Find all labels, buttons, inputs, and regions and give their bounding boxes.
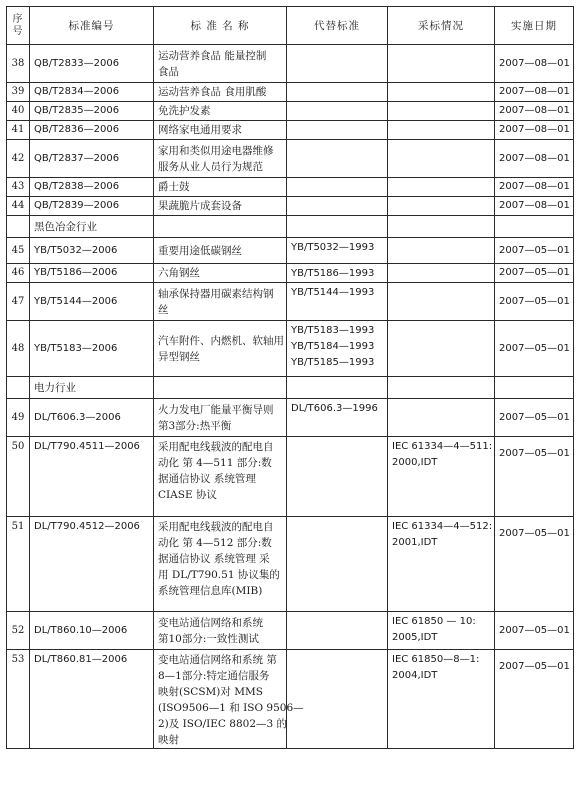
name-line: 汽车附件、内燃机、软轴用 — [158, 334, 284, 347]
date-cell: 2007—05—01 — [495, 650, 574, 749]
seq-cell: 41 — [7, 121, 30, 140]
header-date: 实施日期 — [495, 7, 574, 45]
table-row — [7, 321, 574, 377]
name-line: 采用配电线载波的配电自 — [158, 441, 274, 453]
replaces-cell — [287, 517, 388, 612]
seq-cell: 52 — [7, 612, 30, 650]
name-line: 8—1部分:特定通信服务 — [158, 670, 270, 682]
date-cell: 2007—05—01 — [495, 517, 574, 612]
name-line: 果蔬脆片成套设备 — [158, 200, 242, 212]
date-cell: 2007—08—01 — [495, 178, 574, 197]
code-cell: YB/T5186—2006 — [30, 264, 154, 283]
replaces-cell — [287, 216, 388, 238]
table-row — [7, 650, 574, 749]
code-cell: YB/T5032—2006 — [30, 238, 154, 264]
header-adoption: 采标情况 — [388, 7, 495, 45]
section-row — [7, 377, 574, 399]
code-cell: DL/T790.4511—2006 — [30, 437, 154, 517]
seq-cell: 53 — [7, 650, 30, 749]
table-row — [7, 612, 574, 650]
seq-cell: 39 — [7, 83, 30, 102]
date-cell: 2007—05—01 — [495, 437, 574, 517]
adoption-cell — [388, 650, 495, 749]
name-line: CIASE 协议 — [158, 489, 217, 501]
name-line: 用 DL/T790.51 协议集的 — [158, 569, 280, 581]
seq-cell — [7, 377, 30, 399]
header-seq — [7, 7, 30, 45]
replaces-cell — [287, 264, 388, 283]
date-cell: 2007—08—01 — [495, 45, 574, 83]
date-cell: 2007—08—01 — [495, 83, 574, 102]
adoption-cell — [388, 102, 495, 121]
adoption-cell — [388, 216, 495, 238]
replaces-line: YB/T5032—1993 — [291, 242, 375, 253]
date-cell: 2007—05—01 — [495, 238, 574, 264]
replaces-cell — [287, 437, 388, 517]
seq-cell: 48 — [7, 321, 30, 377]
name-line: 异型钢丝 — [158, 350, 200, 363]
name-line: 重要用途低碳钢丝 — [158, 244, 242, 257]
name-line: (ISO9506—1 和 ISO 9506— — [158, 702, 304, 714]
replaces-cell — [287, 612, 388, 650]
code-cell: DL/T790.4512—2006 — [30, 517, 154, 612]
replaces-cell — [287, 45, 388, 83]
name-line: 网络家电通用要求 — [158, 124, 242, 136]
name-cell — [154, 612, 287, 650]
code-cell: YB/T5144—2006 — [30, 283, 154, 321]
seq-cell: 42 — [7, 140, 30, 178]
replaces-cell — [287, 102, 388, 121]
adoption-line: 2001,IDT — [392, 537, 438, 548]
adoption-cell — [388, 140, 495, 178]
replaces-cell — [287, 377, 388, 399]
table-row — [7, 83, 574, 102]
name-cell — [154, 178, 287, 197]
adoption-cell — [388, 377, 495, 399]
code-cell: QB/T2834—2006 — [30, 83, 154, 102]
adoption-line: IEC 61334—4—512: — [392, 521, 493, 532]
date-cell: 2007—08—01 — [495, 140, 574, 178]
name-cell — [154, 283, 287, 321]
adoption-cell — [388, 437, 495, 517]
replaces-cell — [287, 121, 388, 140]
name-cell — [154, 102, 287, 121]
section-title: 黑色冶金行业 — [30, 216, 154, 238]
replaces-cell — [287, 321, 388, 377]
adoption-line: 2005,IDT — [392, 632, 438, 643]
name-cell — [154, 216, 287, 238]
header-name: 标 准 名 称 — [154, 7, 287, 45]
name-line: 第3部分:热平衡 — [158, 419, 232, 432]
standards-table — [6, 6, 574, 749]
name-cell — [154, 45, 287, 83]
seq-cell: 49 — [7, 399, 30, 437]
date-cell: 2007—05—01 — [495, 321, 574, 377]
table-row — [7, 102, 574, 121]
name-cell — [154, 197, 287, 216]
date-cell — [495, 216, 574, 238]
name-line: 系统管理信息库(MIB) — [158, 585, 263, 597]
adoption-cell — [388, 321, 495, 377]
header-row — [7, 7, 574, 45]
replaces-cell — [287, 283, 388, 321]
name-line: 轴承保持器用碳素结构钢 — [158, 287, 274, 300]
seq-cell: 46 — [7, 264, 30, 283]
adoption-cell — [388, 612, 495, 650]
replaces-line: YB/T5186—1993 — [291, 268, 375, 279]
seq-cell: 38 — [7, 45, 30, 83]
code-cell: QB/T2833—2006 — [30, 45, 154, 83]
name-cell — [154, 399, 287, 437]
name-cell — [154, 437, 287, 517]
name-line: 变电站通信网络和系统 — [158, 616, 263, 629]
adoption-cell — [388, 178, 495, 197]
adoption-cell — [388, 83, 495, 102]
table-row — [7, 121, 574, 140]
replaces-line: DL/T606.3—1996 — [291, 403, 378, 414]
replaces-cell — [287, 140, 388, 178]
section-row — [7, 216, 574, 238]
replaces-line: YB/T5184—1993 — [291, 341, 375, 352]
header-code: 标准编号 — [30, 7, 154, 45]
adoption-line: IEC 61850—8—1: — [392, 654, 480, 665]
name-cell — [154, 264, 287, 283]
name-cell — [154, 377, 287, 399]
replaces-line: YB/T5183—1993 — [291, 325, 375, 336]
name-cell — [154, 517, 287, 612]
code-cell: QB/T2836—2006 — [30, 121, 154, 140]
date-cell: 2007—08—01 — [495, 197, 574, 216]
code-cell: DL/T606.3—2006 — [30, 399, 154, 437]
seq-cell: 45 — [7, 238, 30, 264]
seq-cell — [7, 216, 30, 238]
code-cell: QB/T2839—2006 — [30, 197, 154, 216]
replaces-line: YB/T5185—1993 — [291, 357, 375, 368]
adoption-line: 2004,IDT — [392, 670, 438, 681]
date-cell: 2007—08—01 — [495, 121, 574, 140]
table-row — [7, 264, 574, 283]
seq-cell: 50 — [7, 437, 30, 517]
name-cell — [154, 83, 287, 102]
table-row — [7, 197, 574, 216]
table-row — [7, 283, 574, 321]
name-cell — [154, 238, 287, 264]
name-cell — [154, 140, 287, 178]
code-cell: DL/T860.81—2006 — [30, 650, 154, 749]
table-row — [7, 45, 574, 83]
name-line: 服务从业人员行为规范 — [158, 160, 263, 173]
name-line: 六角钢丝 — [158, 267, 200, 279]
name-line: 据通信协议 系统管理 采 — [158, 553, 270, 565]
name-line: 据通信协议 系统管理 — [158, 473, 256, 485]
name-line: 免洗护发素 — [158, 105, 211, 117]
name-line: 运动营养食品 食用肌酸 — [158, 86, 267, 98]
adoption-line: IEC 61334—4—511: — [392, 441, 493, 452]
replaces-cell — [287, 197, 388, 216]
name-line: 动化 第 4—511 部分:数 — [158, 457, 272, 469]
adoption-cell — [388, 517, 495, 612]
adoption-cell — [388, 264, 495, 283]
code-cell: QB/T2835—2006 — [30, 102, 154, 121]
name-line: 第10部分:一致性测试 — [158, 632, 259, 645]
header-seq-line1: 序 — [12, 13, 24, 25]
adoption-line: 2000,IDT — [392, 457, 438, 468]
name-line: 丝 — [158, 303, 169, 316]
name-line: 2)及 ISO/IEC 8802—3 的 — [158, 718, 288, 730]
seq-cell: 51 — [7, 517, 30, 612]
adoption-cell — [388, 45, 495, 83]
name-line: 动化 第 4—512 部分:数 — [158, 537, 272, 549]
adoption-line: IEC 61850 — 10: — [392, 616, 476, 627]
seq-cell: 40 — [7, 102, 30, 121]
name-line: 变电站通信网络和系统 第 — [158, 654, 277, 666]
table-row — [7, 399, 574, 437]
header-replaces: 代替标准 — [287, 7, 388, 45]
adoption-cell — [388, 197, 495, 216]
replaces-cell — [287, 399, 388, 437]
date-cell: 2007—05—01 — [495, 264, 574, 283]
seq-cell: 43 — [7, 178, 30, 197]
name-cell — [154, 321, 287, 377]
name-cell — [154, 650, 304, 749]
table-body — [7, 45, 574, 749]
seq-cell: 44 — [7, 197, 30, 216]
adoption-cell — [388, 121, 495, 140]
name-line: 火力发电厂能量平衡导则 — [158, 403, 274, 416]
seq-cell: 47 — [7, 283, 30, 321]
table-row — [7, 238, 574, 264]
date-cell: 2007—05—01 — [495, 283, 574, 321]
replaces-cell — [287, 650, 388, 749]
code-cell: QB/T2838—2006 — [30, 178, 154, 197]
replaces-line: YB/T5144—1993 — [291, 287, 375, 298]
name-line: 映射(SCSM)对 MMS — [158, 686, 263, 698]
name-line: 映射 — [158, 734, 179, 746]
replaces-cell — [287, 83, 388, 102]
code-cell: DL/T860.10—2006 — [30, 612, 154, 650]
adoption-cell — [388, 238, 495, 264]
table-row — [7, 140, 574, 178]
code-cell: YB/T5183—2006 — [30, 321, 154, 377]
date-cell: 2007—05—01 — [495, 399, 574, 437]
name-line: 运动营养食品 能量控制 — [158, 49, 267, 62]
table-row — [7, 178, 574, 197]
name-line: 食品 — [158, 65, 179, 78]
table-row — [7, 517, 574, 612]
date-cell — [495, 377, 574, 399]
name-line: 采用配电线载波的配电自 — [158, 521, 274, 533]
replaces-cell — [287, 178, 388, 197]
section-title: 电力行业 — [30, 377, 154, 399]
replaces-cell — [287, 238, 388, 264]
header-seq-line2: 号 — [12, 25, 24, 37]
code-cell: QB/T2837—2006 — [30, 140, 154, 178]
table-row — [7, 437, 574, 517]
adoption-cell — [388, 399, 495, 437]
name-line: 爵士鼓 — [158, 181, 190, 193]
adoption-cell — [388, 283, 495, 321]
name-cell — [154, 121, 287, 140]
name-line: 家用和类似用途电器维修 — [158, 144, 274, 157]
date-cell: 2007—05—01 — [495, 612, 574, 650]
date-cell: 2007—08—01 — [495, 102, 574, 121]
